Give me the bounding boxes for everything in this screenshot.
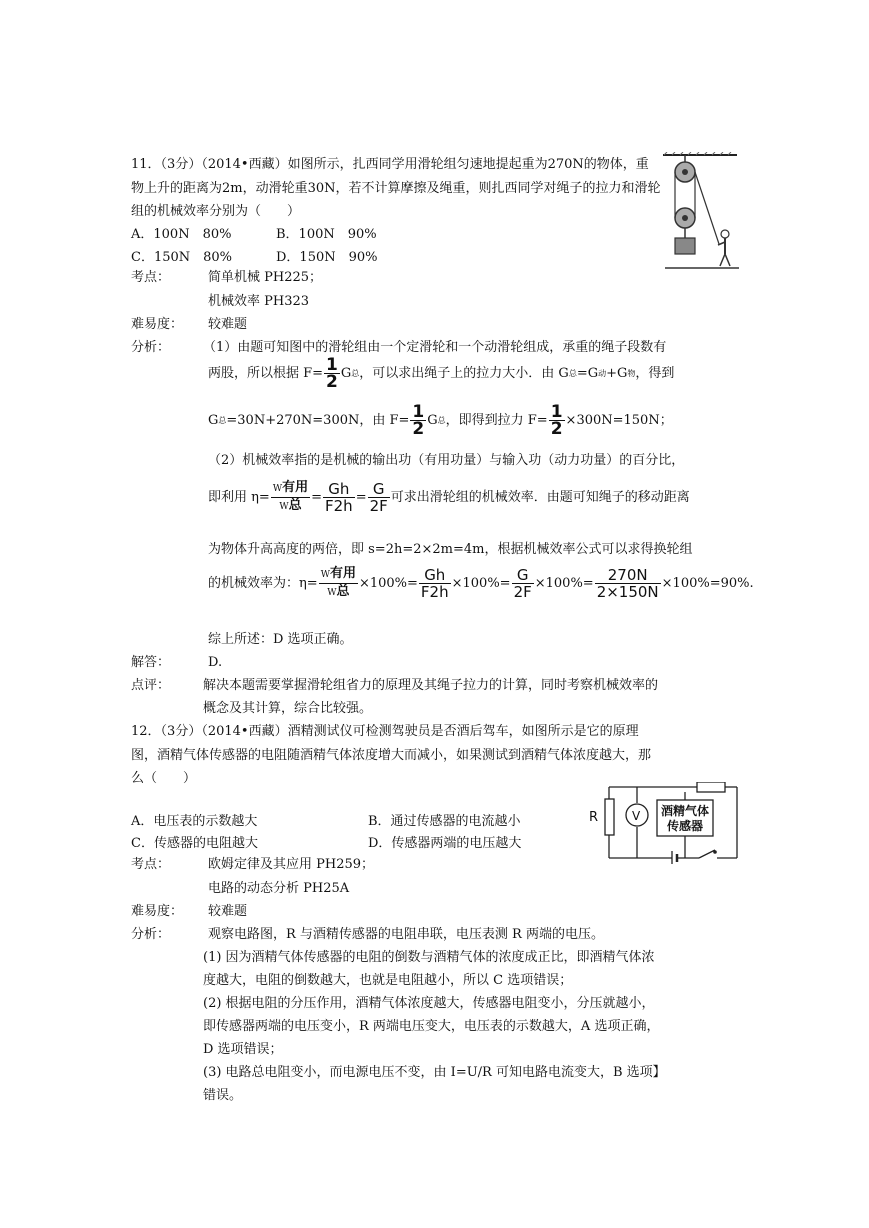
frac-num — [271, 480, 310, 498]
w-subscript: 总 — [336, 584, 350, 599]
q12-option-a: A．电压表的示数越大 — [131, 814, 258, 829]
q11-comment-label: 点评： — [131, 678, 171, 693]
q11-kaodian-1: 简单机械 PH225； — [208, 270, 323, 285]
v-label: V — [632, 809, 641, 823]
q12-analysis-line-2: (1) 因为酒精气体传感器的电阻的倒数与酒精气体的浓度成正比，即酒精气体浓 — [203, 950, 655, 965]
q12-difficulty: 较难题 — [208, 904, 248, 919]
q11-analysis-line-3 — [208, 404, 673, 437]
q12-analysis-line-8: 错误。 — [203, 1088, 243, 1103]
sensor-label-1: 酒精气体 — [660, 804, 710, 818]
frac-num: G — [368, 481, 390, 498]
w-subscript: 有用 — [282, 480, 309, 495]
frac-num: 1 — [550, 402, 563, 422]
q11-analysis-line-2 — [208, 357, 674, 390]
text-span: G — [208, 412, 219, 428]
frac-den — [271, 498, 310, 515]
text-span: ×300N=150N； — [565, 412, 673, 428]
text-span: ×100%=90%. — [661, 575, 754, 591]
q11-stem-line-1: 11．（3分）（2014•西藏）如图所示，扎西同学用滑轮组匀速地提起重为270N的物体，重 — [131, 157, 649, 172]
text-span: ，可以求出绳子上的拉力大小．由 G — [359, 365, 569, 381]
w-symbol: W — [272, 484, 283, 494]
text-span: = — [311, 489, 323, 505]
q11-comment-2: 概念及其计算，综合比较强。 — [203, 701, 373, 716]
q11-stem-line-2: 物上升的距离为2m，动滑轮重30N，若不计算摩擦及绳重，则扎西同学对绳子的拉力和滑轮 — [131, 181, 661, 196]
w-symbol: W — [327, 588, 337, 598]
text-span: ×100%= — [358, 575, 418, 591]
q11-option-c: C．150N 80% — [131, 250, 233, 265]
q12-kaodian-2: 电路的动态分析 PH25A — [208, 881, 350, 896]
q11-option-b: B．100N 90% — [276, 227, 377, 242]
q12-stem-line-2: 图，酒精气体传感器的电阻随酒精气体浓度增大而减小，如果测试到酒精气体浓度越大，那 — [131, 748, 652, 763]
q11-analysis-line-7 — [208, 566, 754, 601]
q11-kaodian-label: 考点： — [131, 270, 171, 285]
q11-analysis-line-4: （2）机械效率指的是机械的输出功（有用功量）与输入功（动力功量）的百分比， — [208, 453, 685, 468]
q11-analysis-line-8: 综上所述：D 选项正确。 — [208, 632, 353, 647]
fraction-w — [271, 480, 310, 515]
text-span: G — [427, 412, 438, 428]
q12-difficulty-label: 难易度： — [131, 904, 184, 919]
q11-difficulty: 较难题 — [208, 317, 248, 332]
q12-analysis-line-3: 度越大，电阻的倒数越大，也就是电阻越小，所以 C 选项错误； — [203, 973, 573, 988]
subscript: 物 — [627, 369, 636, 378]
sensor-label-2: 传感器 — [666, 819, 704, 833]
fraction-half — [324, 357, 340, 390]
q12-kaodian-1: 欧姆定律及其应用 PH259； — [208, 857, 375, 872]
q11-difficulty-label: 难易度： — [131, 317, 184, 332]
text-span: 的机械效率为：η= — [208, 575, 318, 591]
fraction-gh — [419, 567, 451, 600]
text-span: 可求出滑轮组的机械效率．由题可知绳子的移动距离 — [390, 489, 690, 505]
text-span: 即利用 η= — [208, 489, 270, 505]
text-span: =30N+270N=300N，由 F= — [226, 412, 410, 428]
q11-analysis-line-1: （1）由题可知图中的滑轮组由一个定滑轮和一个动滑轮组成，承重的绳子段数有 — [203, 340, 667, 355]
text-span: ，得到 — [635, 365, 675, 381]
subscript: 动 — [598, 369, 607, 378]
w-subscript: 总 — [288, 498, 302, 513]
w-symbol: W — [320, 570, 330, 580]
text-span: 两股，所以根据 F= — [208, 365, 324, 381]
fraction-half — [549, 404, 565, 437]
q11-option-a: A．100N 80% — [131, 227, 232, 242]
frac-num: 1 — [326, 355, 338, 375]
fraction-values — [595, 567, 661, 600]
frac-den: 2F — [369, 497, 388, 515]
frac-den: 2×150N — [596, 583, 659, 601]
fraction-gh — [323, 481, 355, 514]
q12-analysis-line-1: 观察电路图，R 与酒精传感器的电阻串联，电压表测 R 两端的电压。 — [208, 927, 604, 942]
q12-stem-line-1: 12．（3分）（2014•西藏）酒精测试仪可检测驾驶员是否酒后驾车，如图所示是它的原理 — [131, 724, 639, 739]
q11-analysis-line-6: 为物体升高高度的两倍，即 s=2h=2×2m=4m，根据机械效率公式可以求得换轮组 — [208, 542, 693, 557]
subscript: 总 — [351, 369, 360, 378]
q11-stem-line-3: 组的机械效率分别为（ ） — [131, 204, 301, 219]
q11-answer: D. — [208, 655, 223, 670]
fraction-g2f — [368, 481, 390, 514]
pulley-figure — [661, 152, 741, 272]
subscript: 总 — [568, 369, 577, 378]
circuit-diagram — [587, 782, 742, 864]
q12-analysis-line-5: 即传感器两端的电压变小，R 两端电压变大，电压表的示数越大，A 选项正确， — [203, 1019, 660, 1034]
frac-num: Gh — [323, 481, 355, 498]
frac-num — [319, 566, 358, 584]
q12-analysis-label: 分析： — [131, 927, 171, 942]
text-span: ×100%= — [534, 575, 594, 591]
frac-den: 2 — [412, 419, 425, 439]
frac-num: Gh — [419, 567, 451, 584]
frac-num: 1 — [412, 402, 425, 422]
q12-analysis-line-6: D 选项错误； — [203, 1042, 283, 1057]
subscript: 总 — [437, 416, 446, 425]
q11-kaodian-2: 机械效率 PH323 — [208, 294, 310, 309]
q11-option-d: D．150N 90% — [276, 250, 378, 265]
q12-kaodian-label: 考点： — [131, 857, 171, 872]
fraction-w — [319, 566, 358, 601]
fraction-half — [410, 404, 426, 437]
q11-analysis-label: 分析： — [131, 340, 171, 355]
text-span: ×100%= — [451, 575, 511, 591]
q11-analysis-line-5 — [208, 480, 690, 515]
frac-den — [319, 584, 358, 601]
q12-analysis-line-4: (2) 根据电阻的分压作用，酒精气体浓度越大，传感器电阻变小，分压就越小， — [203, 996, 655, 1011]
q12-analysis-line-7: (3) 电路总电阻变小，而电源电压不变，由 I=U/R 可知电路电流变大，B 选项】 — [203, 1065, 666, 1080]
text-span: =G — [576, 365, 599, 381]
text-span: G — [340, 365, 352, 381]
text-span: ，即得到拉力 F= — [445, 412, 548, 428]
text-span: = — [355, 489, 367, 505]
frac-den: 2 — [326, 372, 338, 392]
text-span: +G — [606, 365, 628, 381]
subscript: 总 — [218, 416, 227, 425]
frac-den: 2 — [550, 419, 563, 439]
fraction-g2f — [512, 567, 534, 600]
q11-answer-label: 解答： — [131, 655, 171, 670]
frac-den: F2h — [325, 497, 353, 515]
frac-den: 2F — [513, 583, 532, 601]
frac-den: F2h — [420, 583, 449, 601]
q11-comment-1: 解决本题需要掌握滑轮组省力的原理及其绳子拉力的计算，同时考察机械效率的 — [203, 678, 659, 693]
q12-stem-line-3: 么（ ） — [131, 771, 197, 786]
frac-num: G — [512, 567, 534, 584]
r-label: R — [589, 810, 599, 825]
q12-option-c: C．传感器的电阻越大 — [131, 836, 258, 851]
w-subscript: 有用 — [329, 566, 356, 581]
w-symbol: W — [279, 502, 289, 512]
q12-option-d: D．传感器两端的电压越大 — [368, 836, 522, 851]
frac-num: 270N — [595, 567, 661, 584]
q12-option-b: B．通过传感器的电流越小 — [368, 814, 521, 829]
